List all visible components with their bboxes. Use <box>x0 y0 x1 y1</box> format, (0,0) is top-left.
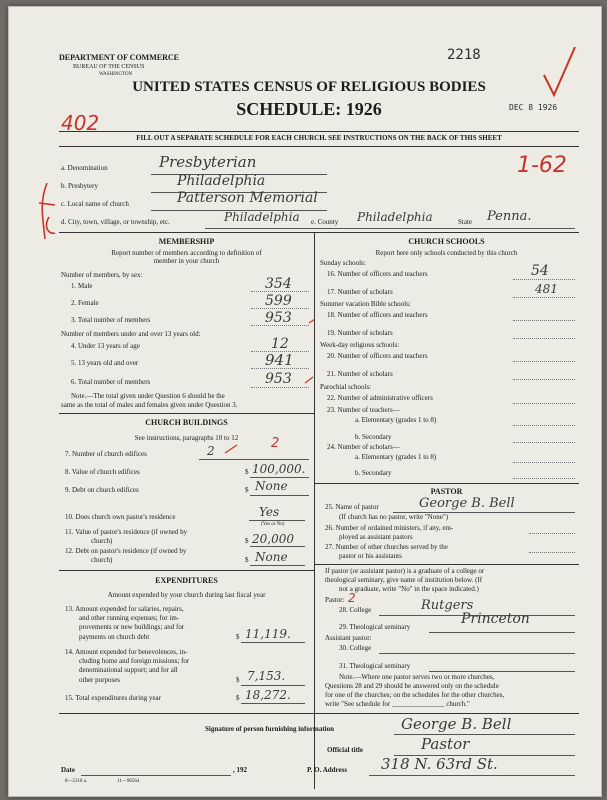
under-13-value: 12 <box>271 336 289 352</box>
expenditures-subtitle: Amount expended by your church during last fiscal year <box>107 591 266 599</box>
female-value: 599 <box>265 293 292 309</box>
residence-debt-label-1: 12. Debt on pastor's residence (if owned by <box>65 547 187 555</box>
sunday-teachers-value: 54 <box>531 263 549 279</box>
dollar-sign-13: $ <box>236 633 240 641</box>
admin-officers-label: 22. Number of administrative officers <box>327 394 433 402</box>
state-label: State <box>458 218 472 226</box>
scholars-secondary-label: b. Secondary <box>355 469 392 477</box>
received-date-stamp: DEC 8 1926 <box>509 103 558 112</box>
running-expenses-label-3: provements or new buildings; and for <box>79 623 185 631</box>
scholars-elementary-label: a. Elementary (grades 1 to 8) <box>355 453 437 461</box>
census-schedule-form <box>8 6 602 797</box>
dollar-sign-14: $ <box>236 676 240 684</box>
yes-no-hint: (Yes or No) <box>261 522 285 527</box>
county-label: e. County <box>311 218 339 226</box>
total-expenditures-label: 15. Total expenditures during year <box>65 694 161 702</box>
edifices-debt-value: None <box>255 479 288 493</box>
assistant-college-label: 30. College <box>339 644 372 652</box>
under-13-label: 4. Under 13 years of age <box>71 342 140 350</box>
residence-value-label-1: 11. Value of pastor's residence (if owned by <box>65 528 188 536</box>
running-expenses-label-4: payments on church debt <box>79 633 150 641</box>
red-form-number: 402 <box>61 111 100 135</box>
schools-title: CHURCH SCHOOLS <box>408 237 485 246</box>
over-13-value: 941 <box>265 351 294 369</box>
form-code-2: 11—96564 <box>117 779 140 784</box>
total-members-value: 953 <box>265 310 292 326</box>
age-header: Number of members under and over 13 years old: <box>61 330 201 338</box>
total-by-age-label: 6. Total number of members <box>71 378 151 386</box>
assistant-ministers-label-2: ployed as assistant pastors <box>339 533 413 541</box>
county-value: Philadelphia <box>357 210 433 224</box>
po-address-value: 318 N. 63rd St. <box>381 755 498 773</box>
date-year: , 192 <box>233 766 247 774</box>
pastor-note-3: for one of the churches; on the schedules for the other churches, <box>325 691 505 699</box>
red-pencil-marks <box>9 7 601 796</box>
parochial-schools-label: Parochial schools: <box>320 383 372 391</box>
pastor-note-4: write "See schedule for _______________ church." <box>325 700 470 708</box>
schedule-title: SCHEDULE: 1926 <box>236 99 382 119</box>
pastor-name-label: 25. Name of pastor <box>325 503 379 511</box>
pastor-note-2: Questions 28 and 29 should be answered only on the schedule <box>325 682 499 690</box>
benevolences-value: 7,153. <box>247 669 286 683</box>
graduate-instructions-3: not a graduate, write "No" in the space indicated.) <box>339 585 479 593</box>
running-expenses-label-1: 13. Amount expended for salaries, repairs, <box>65 605 184 613</box>
church-name-label: c. Local name of church <box>61 200 129 208</box>
schools-subtitle: Report here only schools conducted by this church <box>375 249 518 257</box>
pastor-note-1: Note.—Where one pastor serves two or more churches, <box>339 673 495 681</box>
dollar-sign-9: $ <box>245 486 249 494</box>
teachers-elementary-label: a. Elementary (grades 1 to 8) <box>355 416 437 424</box>
other-churches-label-2: pastor or his assistants <box>339 552 402 560</box>
assistant-seminary-label: 31. Theological seminary <box>339 662 411 670</box>
red-tick-males <box>309 319 315 323</box>
other-churches-label-1: 27. Number of other churches served by the <box>325 543 448 551</box>
edifices-debt-label: 9. Debt on church edifices <box>65 486 139 494</box>
weekday-scholars-label: 21. Number of scholars <box>327 370 393 378</box>
church-name-value: Patterson Memorial <box>177 190 318 206</box>
sunday-scholars-value: 481 <box>535 282 558 296</box>
vacation-schools-label: Summer vacation Bible schools: <box>320 300 411 308</box>
edifices-value-value: 100,000. <box>252 462 306 476</box>
membership-note-2: same as the total of males and females given under Question 3. <box>61 401 238 409</box>
teachers-secondary-label: b. Secondary <box>355 433 392 441</box>
membership-subtitle-1: Report number of members according to definition of <box>111 249 262 257</box>
edifices-count-red: 2 <box>271 436 280 451</box>
benevolences-label-4: other purposes <box>79 676 121 684</box>
residence-debt-value: None <box>255 550 288 564</box>
red-margin-scribble <box>39 183 55 239</box>
total-members-label: 3. Total number of members <box>71 316 151 324</box>
residence-debt-label-2: church) <box>91 556 113 564</box>
official-title-label: Official title <box>327 746 363 754</box>
red-check-mark <box>544 47 575 95</box>
teachers-label: 23. Number of teachers— <box>327 406 400 414</box>
stamp-number: 2218 <box>447 47 481 63</box>
seminary-label: 29. Theological seminary <box>339 623 411 631</box>
dollar-sign-8: $ <box>245 468 249 476</box>
presbytery-value: Philadelphia <box>177 173 266 189</box>
dollar-sign-12: $ <box>245 556 249 564</box>
presbytery-label: b. Presbytery <box>61 182 98 190</box>
signature-label: Signature of person furnishing information <box>205 725 334 733</box>
vacation-scholars-label: 19. Number of scholars <box>327 329 393 337</box>
total-by-age-value: 953 <box>265 371 292 387</box>
benevolences-label-1: 14. Amount expended for benevolences, in- <box>65 648 188 656</box>
scholars-label: 24. Number of scholars— <box>327 443 400 451</box>
pastor-title: PASTOR <box>430 487 463 496</box>
state-value: Penna. <box>487 209 532 224</box>
assistant-pastor-subheading: Assistant pastor: <box>325 634 372 642</box>
red-tick-total <box>305 377 313 383</box>
census-title: UNITED STATES CENSUS OF RELIGIOUS BODIES <box>132 79 486 95</box>
sunday-scholars-label: 17. Number of scholars <box>327 288 393 296</box>
pastor-name-hint: (If church has no pastor, write "None") <box>339 513 449 521</box>
buildings-title: CHURCH BUILDINGS <box>145 418 228 427</box>
form-code-1: 8—5318 a. <box>65 779 88 784</box>
denomination-value: Presbyterian <box>159 153 257 171</box>
red-code-right: 1-62 <box>517 153 567 178</box>
college-value: Rutgers <box>421 598 474 613</box>
owns-residence-value: Yes <box>259 505 280 519</box>
benevolences-label-3: denominational support; and for all <box>79 666 178 674</box>
sunday-teachers-label: 16. Number of officers and teachers <box>327 270 428 278</box>
college-label: 28. College <box>339 606 372 614</box>
running-expenses-label-2: and other running expenses; for im- <box>79 614 180 622</box>
date-label: Date <box>61 766 75 774</box>
membership-note-1: Note.—The total given under Question 6 should be the <box>71 392 225 400</box>
instruction-line: FILL OUT A SEPARATE SCHEDULE FOR EACH CHURCH. SEE INSTRUCTIONS ON THE BACK OF THIS SHEET <box>136 134 502 142</box>
edifices-count-value: 2 <box>207 444 215 458</box>
running-expenses-value: 11,119. <box>245 627 291 641</box>
bureau-heading: BUREAU OF THE CENSUS <box>73 64 145 70</box>
members-by-sex-label: Number of members, by sex: <box>61 271 143 279</box>
graduate-instructions-2: theological seminary, give name of institution below. (If <box>325 576 483 584</box>
denomination-label: a. Denomination <box>61 164 108 172</box>
edifices-count-label: 7. Number of church edifices <box>65 450 147 458</box>
owns-residence-label: 10. Does church own pastor's residence <box>65 513 176 521</box>
residence-value-label-2: church) <box>91 537 113 545</box>
city-value: Philadelphia <box>224 210 300 224</box>
dollar-sign-11: $ <box>245 537 249 545</box>
edifices-value-label: 8. Value of church edifices <box>65 468 140 476</box>
membership-subtitle-2: member in your church <box>153 257 220 265</box>
weekday-teachers-label: 20. Number of officers and teachers <box>327 352 428 360</box>
vacation-teachers-label: 18. Number of officers and teachers <box>327 311 428 319</box>
city-heading: WASHINGTON <box>99 72 133 77</box>
buildings-subtitle: See instructions, paragraphs 10 to 12 <box>134 434 239 442</box>
po-address-label: P. O. Address <box>307 766 348 774</box>
membership-title: MEMBERSHIP <box>158 237 215 246</box>
benevolences-label-2: cluding home and foreign missions; for <box>79 657 190 665</box>
weekday-schools-label: Week-day religious schools: <box>320 341 400 349</box>
seminary-value: Princeton <box>461 611 530 627</box>
pastor-subheading: Pastor: <box>325 596 345 604</box>
department-heading: DEPARTMENT OF COMMERCE <box>59 53 180 62</box>
male-value: 354 <box>265 276 292 292</box>
red-tick-edifices <box>225 445 237 453</box>
assistant-ministers-label-1: 26. Number of ordained ministers, if any, em- <box>325 524 454 532</box>
pastor-red-mark: 2 <box>348 591 356 605</box>
expenditures-title: EXPENDITURES <box>155 576 218 585</box>
dollar-sign-15: $ <box>236 694 240 702</box>
total-expenditures-value: 18,272. <box>245 688 291 702</box>
graduate-instructions-1: If pastor (or assistant pastor) is a graduate of a college or <box>325 567 485 575</box>
official-title-value: Pastor <box>421 735 470 753</box>
male-label: 1. Male <box>71 282 93 290</box>
residence-value-value: 20,000 <box>252 532 294 546</box>
pastor-name-value: George B. Bell <box>419 496 515 511</box>
signature-value: George B. Bell <box>401 715 512 733</box>
over-13-label: 5. 13 years old and over <box>71 359 139 367</box>
sunday-schools-label: Sunday schools: <box>320 259 366 267</box>
city-label: d. City, town, village, or township, etc. <box>61 218 170 226</box>
female-label: 2. Female <box>71 299 99 307</box>
